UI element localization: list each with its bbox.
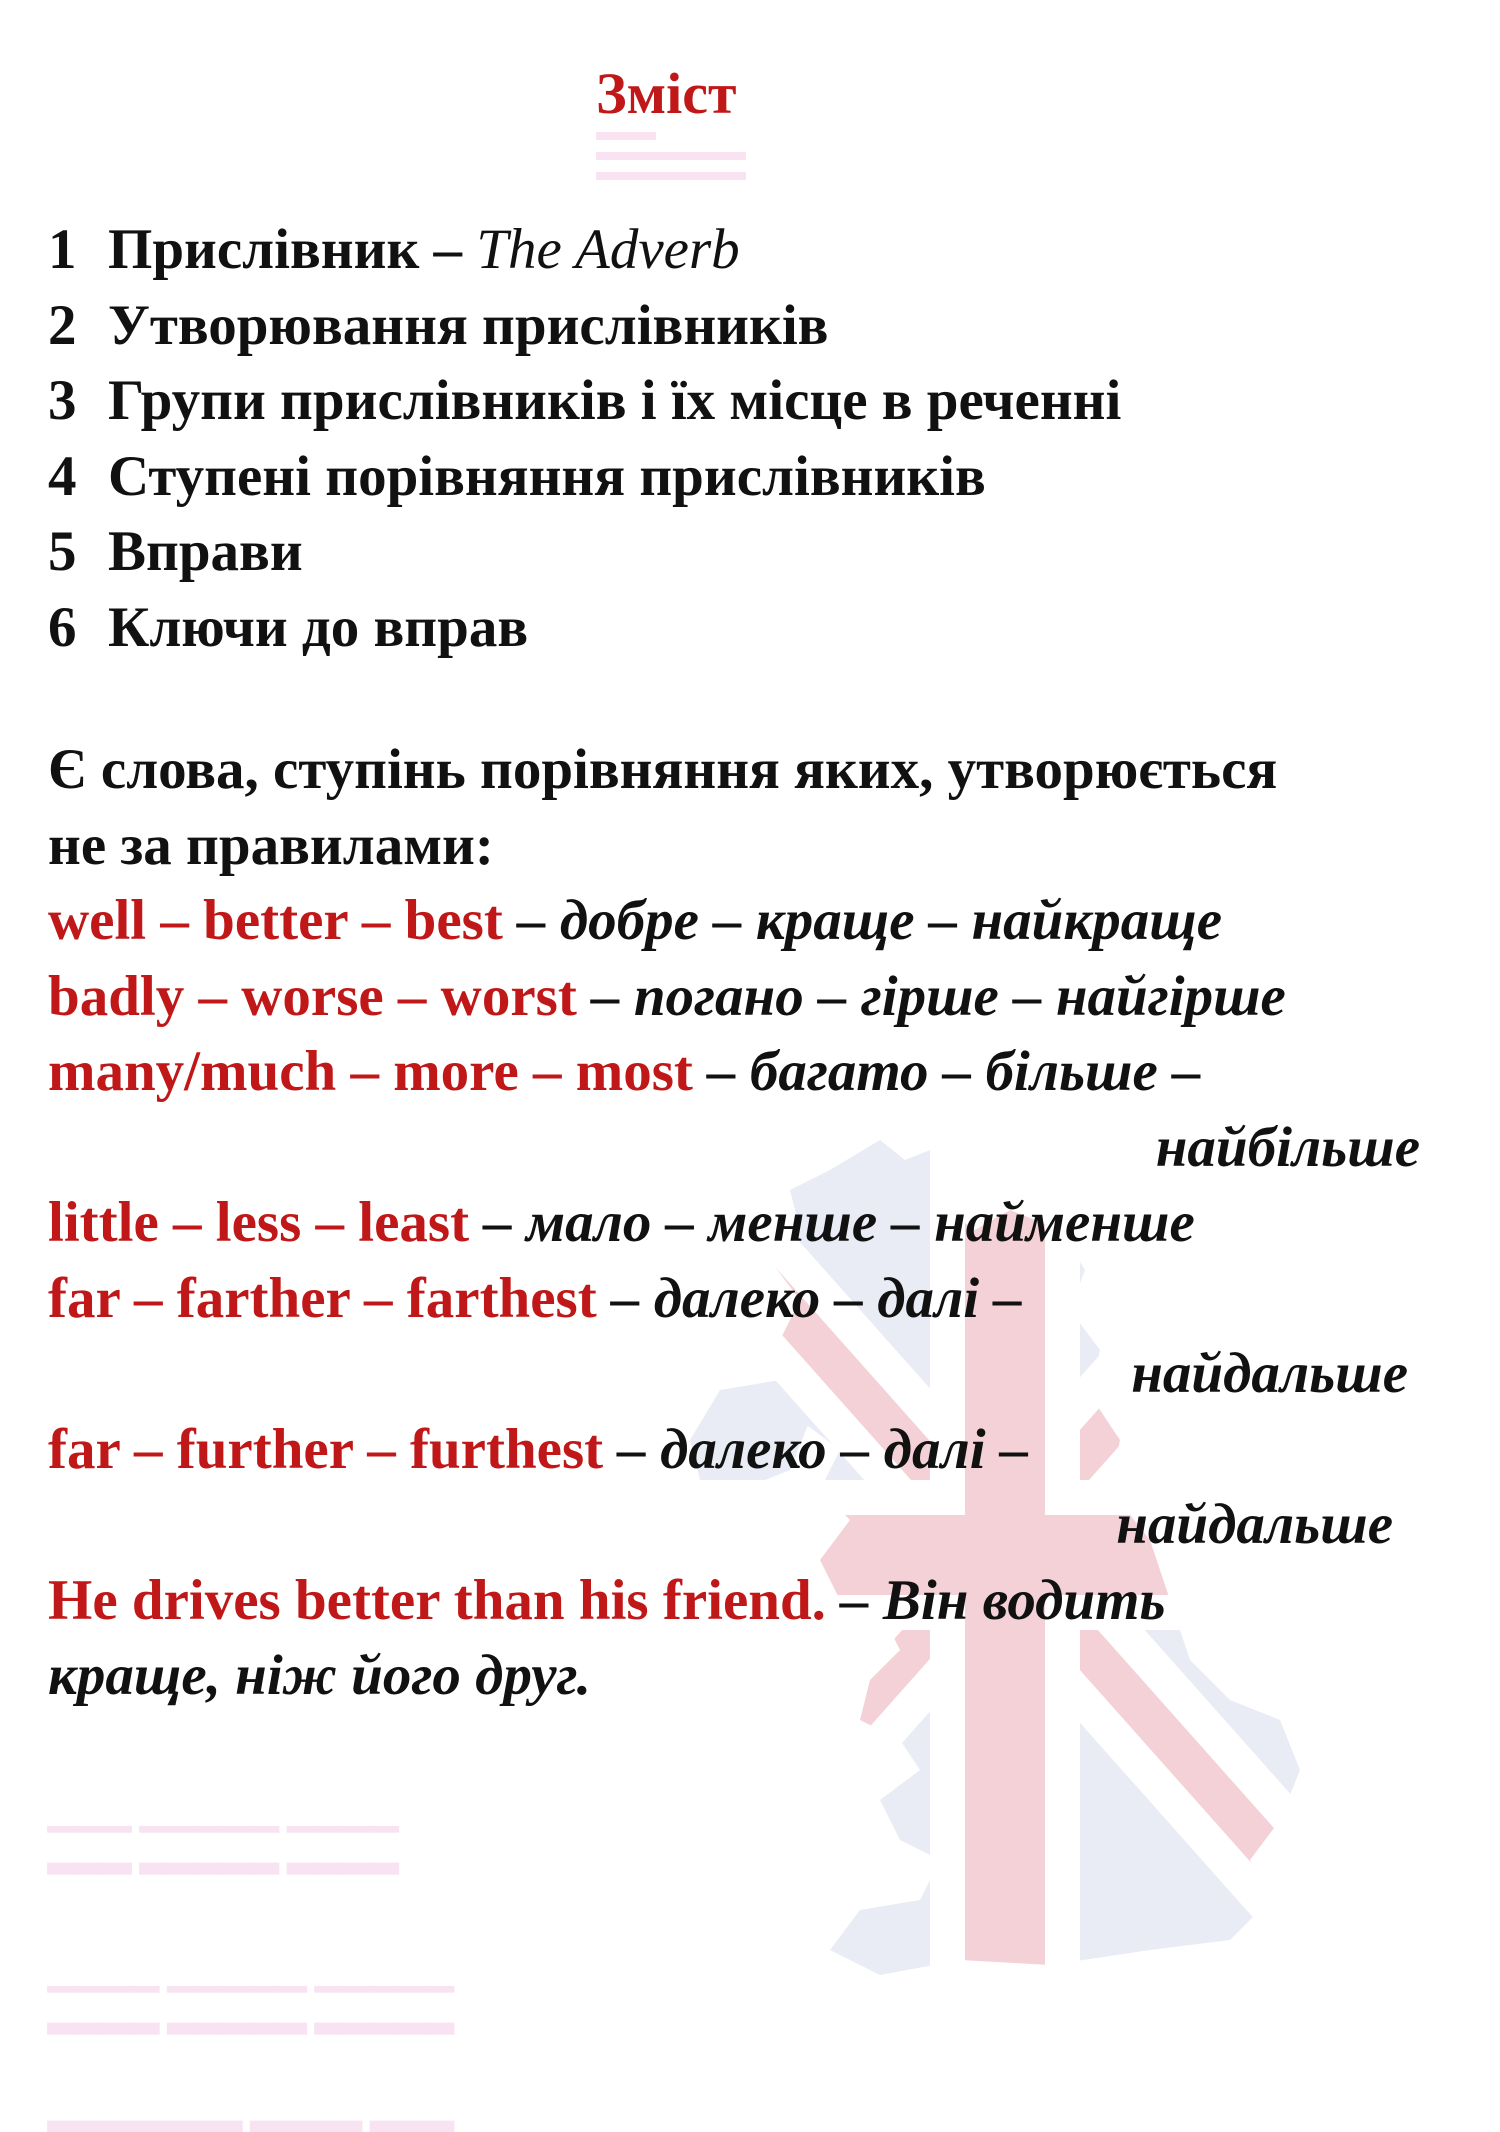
toc-item: 1 Прислівник – The Adverb xyxy=(48,218,740,281)
irregular-comparison-section xyxy=(48,732,1448,1714)
comparison-row-continuation: найбільше xyxy=(1155,1115,1420,1179)
intro-line: Є слова, ступінь порівняння яких, утворюється xyxy=(48,738,1278,801)
comparison-row: little – less – least – мало – менше – найменше xyxy=(48,1191,1195,1254)
example-translation: краще, ніж його друг. xyxy=(48,1644,592,1707)
toc-item: 5 Вправи xyxy=(48,520,303,583)
comparison-row: badly – worse – worst – погано – гірше – найгірше xyxy=(48,964,1286,1028)
bleed-through-decoration xyxy=(596,132,746,192)
intro-line: не за правилами: xyxy=(48,813,494,877)
comparison-row: far – farther – farthest – далеко – далі – xyxy=(48,1266,1022,1330)
bleed-through-decoration: ▂▂▂▂▂▂▂ ▂▂▂▂ ▂▂▂ xyxy=(48,2091,454,2131)
comparison-row: far – further – furthest – далеко – далі – xyxy=(48,1417,1029,1481)
comparison-row-continuation: найдальше xyxy=(1116,1493,1393,1556)
toc-item: 4 Ступені порівняння прислівників xyxy=(48,444,986,508)
toc-item: 2 Утворювання прислівників xyxy=(48,293,829,357)
comparison-row: many/much – more – most – багато – більше – xyxy=(48,1040,1201,1103)
comparison-row: well – better – best – добре – краще – найкраще xyxy=(48,889,1223,952)
comparison-row-continuation: найдальше xyxy=(1131,1342,1408,1405)
toc-item: 3 Групи прислівників і їх місце в реченні xyxy=(48,369,1122,432)
table-of-contents xyxy=(48,212,1121,665)
example-sentence: He drives better than his friend. – Він водить xyxy=(48,1568,1166,1632)
page-title: Зміст xyxy=(596,61,737,126)
bleed-through-decoration: ▁▁▁ ▁▁▁▁▁ ▁▁▁▁ ▂▂▂ ▂▂▂▂▂ ▂▂▂▂ xyxy=(48,1791,399,1873)
toc-item: 6 Ключи до вправ xyxy=(48,595,529,659)
bleed-through-decoration: ▁▁▁▁ ▁▁▁▁▁ ▁▁▁▁▁ ▂▂▂▂ ▂▂▂▂▂ ▂▂▂▂▂ xyxy=(48,1951,454,2033)
